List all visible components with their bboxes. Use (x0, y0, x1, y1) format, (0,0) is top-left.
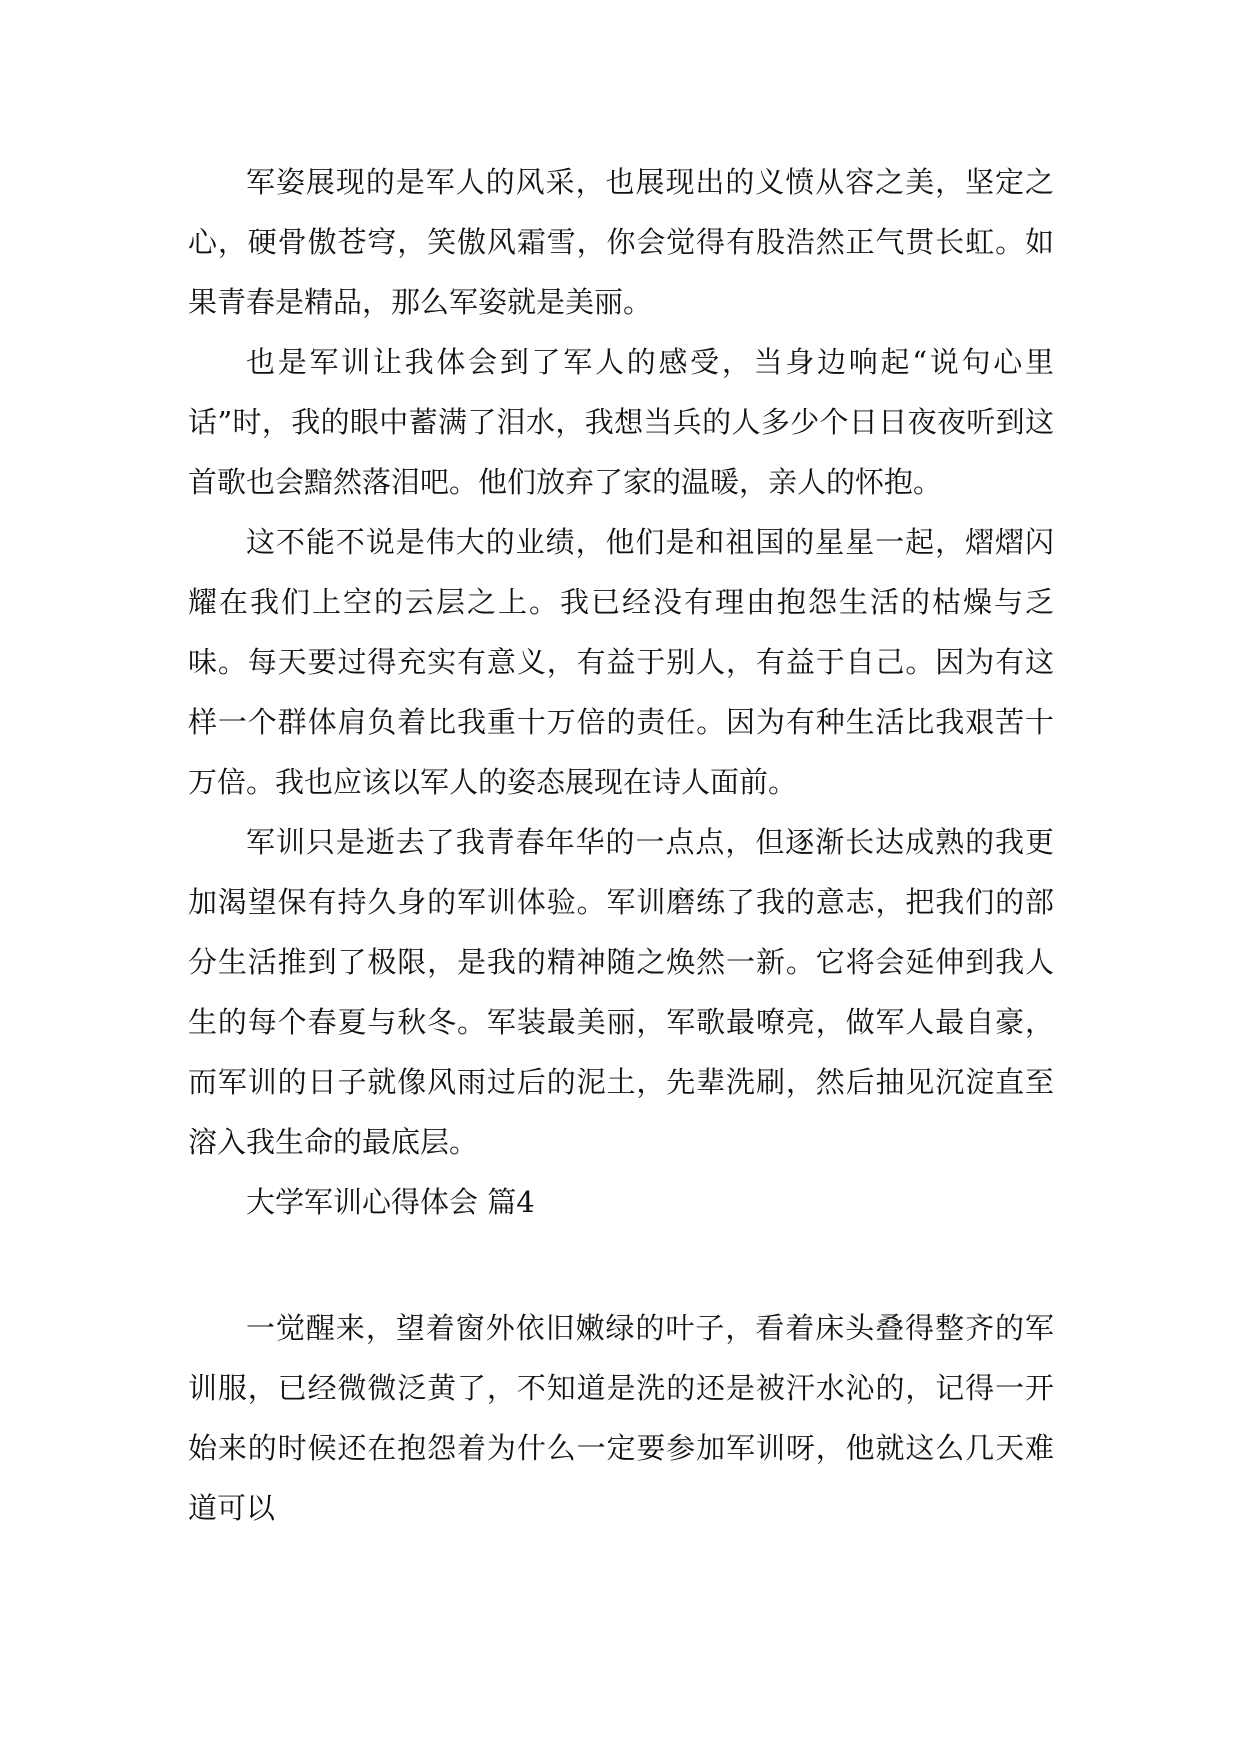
paragraph-military-posture: 军姿展现的是军人的风采，也展现出的义愤从容之美，坚定之心，硬骨傲苍穹，笑傲风霜雪，你会觉得有股浩然正气贯长虹。如果青春是精品，那么军姿就是美丽。 (188, 165, 1054, 319)
paragraph-soldier-feelings: 也是军训让我体会到了军人的感受，当身边响起“说句心里话”时，我的眼中蓄满了泪水，我想当兵的人多少个日日夜夜听到这首歌也会黯然落泪吧。他们放弃了家的温暖，亲人的怀抱。 (188, 345, 1054, 499)
paragraph-training-experience: 军训只是逝去了我青春年华的一点点，但逐渐长达成熟的我更加渴望保有持久身的军训体验。军训磨练了我的意志，把我们的部分生活推到了极限，是我的精神随之焕然一新。它将会延伸到我人生的每个春夏与秋冬。军装最美丽，军歌最嘹亮，做军人最自豪，而军训的日子就像风雨过后的泥土，先辈洗刷，然后抽见沉淀直至溶入我生命的最底层。 (188, 825, 1054, 1159)
paragraph-waking-up: 一觉醒来，望着窗外依旧嫩绿的叶子，看着床头叠得整齐的军训服，已经微微泛黄了，不知道是洗的还是被汗水沁的，记得一开始来的时候还在抱怨着为什么一定要参加军训呀，他就这么几天难道可以 (188, 1311, 1054, 1525)
paragraph-great-achievement: 这不能不说是伟大的业绩，他们是和祖国的星星一起，熠熠闪耀在我们上空的云层之上。我已经没有理由抱怨生活的枯燥与乏味。每天要过得充实有意义，有益于别人，有益于自己。因为有这样一个群体肩负着比我重十万倍的责任。因为有种生活比我艰苦十万倍。我也应该以军人的姿态展现在诗人面前。 (188, 525, 1054, 799)
section-heading: 大学军训心得体会 篇4 (246, 1185, 535, 1219)
document-body (188, 152, 1054, 1538)
section-spacer (188, 1232, 1054, 1298)
